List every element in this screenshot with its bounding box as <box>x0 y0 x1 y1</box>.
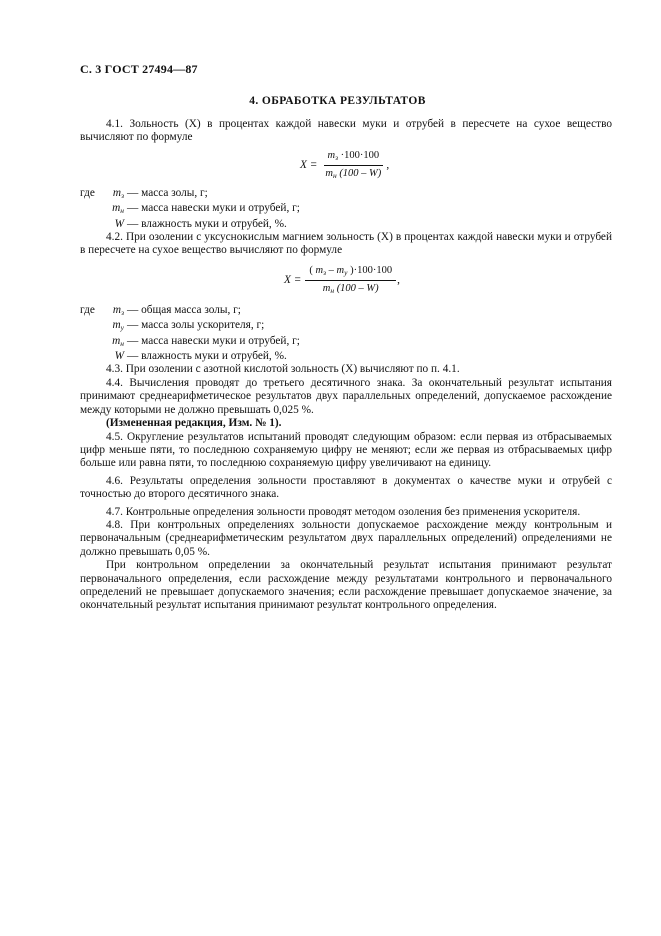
formula-1-den-subscript: н <box>332 171 337 181</box>
where-1-symbol-2: m <box>112 202 121 215</box>
where-1-subscript-1: з <box>121 190 124 200</box>
section-title: 4. ОБРАБОТКА РЕЗУЛЬТАТОВ <box>249 95 426 107</box>
where-1-row-2 <box>80 202 612 217</box>
formula-2-fraction <box>305 264 396 298</box>
formula-1-numerator <box>324 149 384 166</box>
formula-2-lhs: X = <box>284 274 302 287</box>
formula-2-num-rest: )·100·100 <box>347 264 393 276</box>
formula-2-num-subscript-2: у <box>344 267 348 277</box>
where-1-symbol-3: W <box>114 217 124 230</box>
edit-note: (Измененная редакция, Изм. № 1). <box>106 417 282 430</box>
where-2-row-4 <box>80 350 612 363</box>
where-list-2 <box>80 304 612 364</box>
where-1-desc-1: — масса золы, г; <box>127 186 208 199</box>
paragraph-4-4: 4.4. Вычисления проводят до третьего десятичного знака. За окончательный результат испытания принимают среднеарифметическое результатов двух параллельных определений, допускаемое расхождение между которыми не должно превышать 0,025 %. <box>80 376 612 416</box>
formula-2 <box>80 258 612 304</box>
where-1-subscript-2: н <box>120 206 124 216</box>
where-2-subscript-1: з <box>121 307 124 317</box>
where-2-row-3 <box>80 335 612 350</box>
paragraph-4-2: 4.2. При озолении с уксуснокислым магнием зольность (X) в процентах каждой навески муки и отрубей в пересчете на сухое вещество вычисляют по формуле <box>80 231 612 257</box>
content-block-1 <box>80 118 612 613</box>
paragraph-control: При контрольном определении за окончательный результат испытания принимают результат первоначального определения, если расхождение между результатами контрольного и первоначального определений не превышает допускаемого значения; если расхождение превышает допускаемое значение, за окончательный результат испытания принимают результат контрольного определения. <box>80 559 612 612</box>
formula-2-open-paren: ( <box>309 264 316 276</box>
paragraph-4-5: 4.5. Округление результатов испытаний проводят следующим образом: если первая из отбрасываемых цифр меньше пяти, то последнюю сохраняемую цифру не меняют; если же первая из отбрасываемых цифр больше или равна пяти, то последнюю сохраняемую цифру увеличивают на единицу. <box>80 430 612 470</box>
where-2-row-1 <box>80 304 612 319</box>
where-1-row-1 <box>80 187 612 202</box>
paragraph-4-3: 4.3. При озолении с азотной кислотой зольность (X) вычисляют по п. 4.1. <box>106 363 460 376</box>
where-2-symbol-2: m <box>112 319 121 332</box>
formula-2-minus: – <box>326 264 337 276</box>
formula-1-num-symbol: m <box>327 149 336 161</box>
paragraph-4-1: 4.1. Зольность (X) в процентах каждой навески муки и отрубей в пересчете на сухое вещество вычисляют по формуле <box>80 118 612 144</box>
formula-1-expression <box>300 149 389 183</box>
where-2-symbol-4: W <box>114 350 124 363</box>
formula-2-denominator <box>319 281 383 297</box>
where-1-symbol-1: m <box>112 186 122 199</box>
formula-1-fraction <box>321 149 385 183</box>
formula-2-expression <box>284 264 400 298</box>
where-2-desc-3: — масса навески муки и отрубей, г; <box>127 334 300 347</box>
where-1-row-3 <box>80 218 612 231</box>
formula-1-comma: , <box>386 159 390 172</box>
formula-1-lhs: X = <box>300 159 318 172</box>
formula-1-num-rest: ·100·100 <box>338 149 380 161</box>
page-header: С. 3 ГОСТ 27494—87 <box>80 62 198 76</box>
where-2-subscript-2: у <box>120 323 124 333</box>
where-2-symbol-1: m <box>112 303 122 316</box>
formula-2-num-symbol-1: m <box>315 264 324 276</box>
where-1-lead: где <box>80 186 95 199</box>
where-list-1 <box>80 187 612 231</box>
paragraph-4-7: 4.7. Контрольные определения зольности проводят методом озоления без применения ускорителя. <box>106 505 581 518</box>
formula-2-num-subscript-1: з <box>323 267 327 277</box>
formula-2-num-symbol-2: m <box>336 264 345 276</box>
where-2-desc-2: — масса золы ускорителя, г; <box>127 319 265 332</box>
formula-1-denominator <box>321 166 385 182</box>
formula-1-den-rest: (100 – W) <box>336 168 382 180</box>
where-2-lead: где <box>80 303 95 316</box>
formula-2-numerator <box>305 264 396 281</box>
where-1-desc-2: — масса навески муки и отрубей, г; <box>127 202 300 215</box>
formula-1 <box>80 145 612 187</box>
where-1-desc-3: — влажность муки и отрубей, %. <box>127 217 287 230</box>
formula-2-den-subscript: н <box>330 286 335 296</box>
where-2-desc-1: — общая масса золы, г; <box>127 303 241 316</box>
paragraph-4-6: 4.6. Результаты определения зольности проставляют в документах о качестве муки и отрубей с точностью до второго десятичного знака. <box>80 474 612 501</box>
where-2-subscript-3: н <box>120 338 124 348</box>
formula-1-den-symbol: m <box>325 168 333 180</box>
formula-1-num-subscript: з <box>335 152 339 162</box>
where-2-row-2 <box>80 319 612 334</box>
where-2-symbol-3: m <box>112 334 121 347</box>
paragraph-4-8: 4.8. При контрольных определениях зольности допускаемое расхождение между контрольным и первоначальным (среднеарифметическим результатом двух параллельных определений) определениями не должно превышать 0,05 %. <box>80 518 612 558</box>
formula-2-den-rest: (100 – W) <box>334 283 379 295</box>
where-2-desc-4: — влажность муки и отрубей, %. <box>127 350 287 363</box>
formula-2-den-symbol: m <box>322 283 331 295</box>
formula-2-comma: , <box>397 274 400 287</box>
